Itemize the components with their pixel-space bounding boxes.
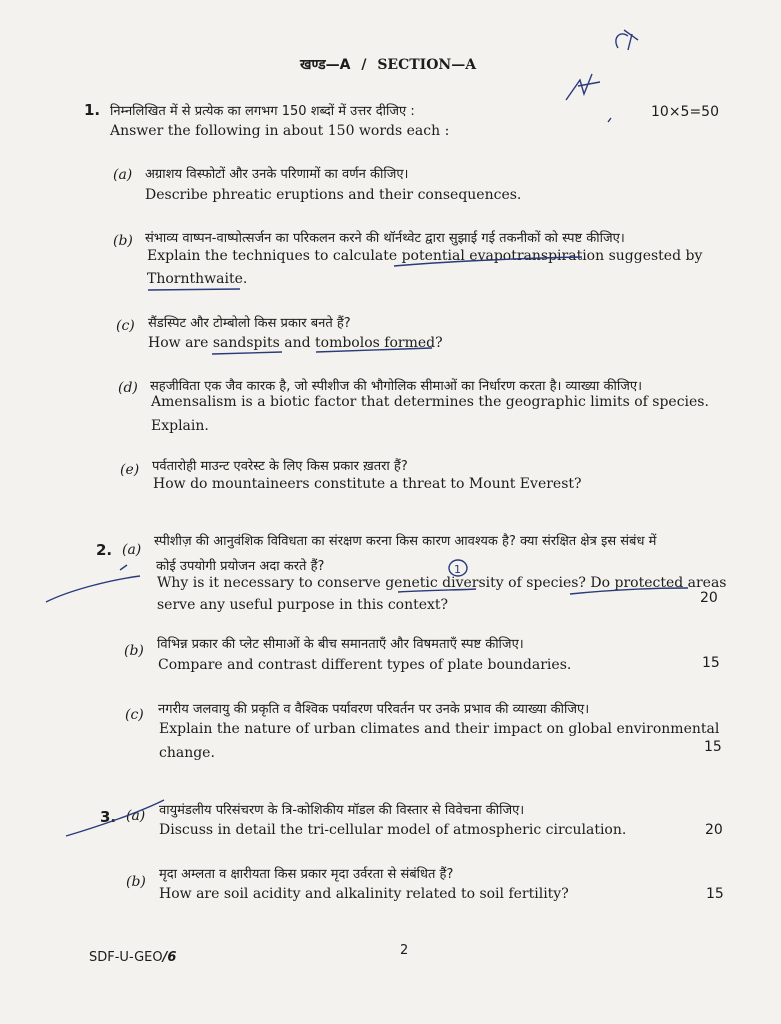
q3-part-a-marks: 20 [705,822,723,838]
q3-part-b-hindi: मृदा अम्लता व क्षारीयता किस प्रकार मृदा उर्वरता से संबंधित हैं? [159,867,454,882]
paper-code [89,950,176,965]
q2-part-c-english-line-2: change. [159,745,215,761]
section-header [300,55,476,74]
q2-part-c-hindi: नगरीय जलवायु की प्रकृति व वैश्विक पर्यावरण परिवर्तन पर उनके प्रभाव की व्याख्या कीजिए। [158,702,590,717]
q1-part-a-hindi: अग्राशय विस्फोटों और उनके परिणामों का वर्णन कीजिए। [145,167,409,182]
page-number: 2 [400,943,409,958]
paper-code-text: SDF-U-GEO [89,950,163,965]
q1-part-c-label: (c) [116,318,135,334]
pen-stroke-q2a [46,576,140,602]
q2-part-b-label: (b) [124,643,144,659]
q1-part-b-hindi: संभाव्य वाष्पन-वाष्पोत्सर्जन का परिकलन करने की थॉर्नथ्वेट द्वारा सुझाई गई तकनीकों को स्पष्ट कीजिए। [145,231,625,246]
section-separator: / [361,57,367,73]
q2-part-a-english-line-2: serve any useful purpose in this context? [157,597,449,613]
pen-scribble-top [616,30,638,50]
q2-part-c-label: (c) [125,707,144,723]
underline-sandspits [212,352,282,354]
q2-part-a-label: (a) [122,542,142,558]
q3-part-b-marks: 15 [706,886,724,902]
question-1-number: 1. [84,101,101,119]
pen-dot [608,118,611,122]
circled-mark-text: 1 [454,563,461,576]
q2-part-a-marks: 20 [700,590,718,606]
q3-part-b-english: How are soil acidity and alkalinity related to soil fertility? [159,886,569,902]
question-2-number: 2. [96,541,113,559]
pen-tick-mark [566,74,600,100]
q2-part-a-hindi-line-1: स्पीशीज़ की आनुवंशिक विविधता का संरक्षण करना किस कारण आवश्यक है? क्या संरक्षित क्षेत्र इस संबंध में [154,534,657,549]
q1-part-b-english-line-2: Thornthwaite. [147,271,248,287]
q1-part-e-hindi: पर्वतारोही माउन्ट एवरेस्ट के लिए किस प्रकार ख़तरा हैं? [152,459,408,474]
q2-part-c-marks: 15 [704,739,722,755]
circled-mark [449,560,467,576]
q2-part-a-english-line-1: Why is it necessary to conserve genetic diversity of species? Do protected areas [157,575,727,591]
q1-part-e-label: (e) [120,462,140,478]
q3-part-a-hindi: वायुमंडलीय परिसंचरण के त्रि-कोशिकीय मॉडल की विस्तार से विवेचना कीजिए। [159,803,525,818]
q2-part-a-hindi-line-2: कोई उपयोगी प्रयोजन अदा करते हैं? [156,559,325,574]
q2-part-b-english: Compare and contrast different types of plate boundaries. [158,657,572,673]
question-1-instruction-hindi: निम्नलिखित में से प्रत्येक का लगभग 150 शब्दों में उत्तर दीजिए : [110,104,415,119]
q3-part-a-label: (a) [126,808,146,824]
q1-part-c-hindi: सैंडस्पिट और टोम्बोलो किस प्रकार बनते हैं? [148,316,351,331]
q1-part-b-label: (b) [113,233,133,249]
q1-part-d-english-line-1: Amensalism is a biotic factor that determines the geographic limits of species. [151,394,709,410]
section-title-english: SECTION—A [377,57,477,73]
q1-part-d-hindi: सहजीविता एक जैव कारक है, जो स्पीशीज की भौगोलिक सीमाओं का निर्धारण करता है। व्याख्या कीजिए। [150,379,643,394]
q1-part-d-english-line-2: Explain. [151,418,209,434]
q3-part-b-label: (b) [126,874,146,890]
question-1-marks: 10×5=50 [651,104,719,120]
q2-part-c-english-line-1: Explain the nature of urban climates and their impact on global environmental [159,721,720,737]
underline-thornthwaite [148,289,240,290]
q1-part-a-label: (a) [113,167,133,183]
q3-part-a-english: Discuss in detail the tri-cellular model of atmospheric circulation. [159,822,627,838]
section-title-hindi: खण्ड—A [300,57,351,73]
q1-part-a-english: Describe phreatic eruptions and their consequences. [145,187,522,203]
paper-set: /6 [162,950,177,965]
question-3-number: 3. [100,808,117,826]
q2-part-b-hindi: विभिन्न प्रकार की प्लेट सीमाओं के बीच समानताएँ और विषमताएँ स्पष्ट कीजिए। [157,637,524,652]
q1-part-b-english-line-1: Explain the techniques to calculate potential evapotranspiration suggested by [147,248,703,264]
q1-part-e-english: How do mountaineers constitute a threat to Mount Everest? [153,476,582,492]
question-1-instruction-english: Answer the following in about 150 words each : [110,123,450,139]
q1-part-d-label: (d) [118,380,138,396]
q2-part-b-marks: 15 [702,655,720,671]
pen-mark-q2a [120,565,127,570]
q1-part-c-english: How are sandspits and tombolos formed? [148,335,443,351]
